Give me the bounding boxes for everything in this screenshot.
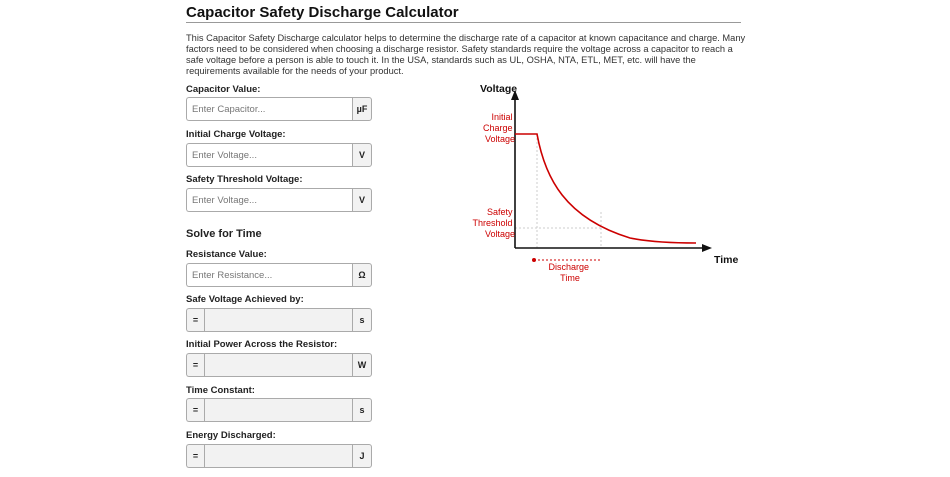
- capacitor-field: [186, 97, 372, 121]
- initial-power-unit: W: [352, 353, 372, 377]
- initial-power-field: [186, 353, 372, 377]
- time-constant-field: [186, 398, 372, 422]
- energy-output[interactable]: [204, 444, 352, 468]
- equals-sign: =: [186, 308, 204, 332]
- threshold-label-line: Voltage: [484, 229, 515, 239]
- time-constant-unit: s: [352, 398, 372, 422]
- threshold-voltage-field: [186, 188, 372, 212]
- equals-sign: =: [186, 353, 204, 377]
- resistance-field: [186, 263, 372, 287]
- y-axis-label: Voltage: [480, 83, 518, 95]
- energy-unit: J: [352, 444, 372, 468]
- initial-voltage-unit: V: [352, 143, 372, 167]
- initial-power-output[interactable]: [204, 353, 352, 377]
- description-text: This Capacitor Safety Discharge calculator helps to determine the discharge rate of a capacitor at known capacitance and charge. Many factors need to be considered when choosing a discharge resistor. Safety standards require the voltage across a capacitor to reach a safe voltage before a person is able to touch it. In the USA, standards such as UL, OSHA, NTA, ETL, MET, etc. will have the requirements available for the needs of your product.: [186, 33, 746, 76]
- safe-time-label: Safe Voltage Achieved by:: [186, 294, 304, 305]
- capacitor-input[interactable]: [186, 97, 352, 121]
- solve-section-title: Solve for Time: [186, 228, 262, 240]
- initial-voltage-diagram-label: [483, 112, 515, 144]
- initial-label-line: Charge: [482, 123, 513, 133]
- capacitor-unit: µF: [352, 97, 372, 121]
- energy-label: Energy Discharged:: [186, 430, 276, 441]
- equals-sign: =: [186, 444, 204, 468]
- discharge-diagram: [460, 78, 760, 293]
- threshold-voltage-unit: V: [352, 188, 372, 212]
- resistance-input[interactable]: [186, 263, 352, 287]
- safe-time-unit: s: [352, 308, 372, 332]
- equals-sign: =: [186, 398, 204, 422]
- threshold-label-line: Safety: [486, 207, 513, 217]
- discharge-time-label: [548, 262, 591, 283]
- initial-label-line: Initial: [491, 112, 513, 122]
- threshold-voltage-label: Safety Threshold Voltage:: [186, 174, 303, 185]
- threshold-label-line: Threshold: [472, 218, 513, 228]
- threshold-voltage-diagram-label: [472, 207, 515, 239]
- x-axis-arrow: [702, 244, 712, 252]
- bracket-dot: [532, 258, 536, 262]
- resistance-label: Resistance Value:: [186, 249, 267, 260]
- initial-voltage-input[interactable]: [186, 143, 352, 167]
- threshold-voltage-input[interactable]: [186, 188, 352, 212]
- x-axis-label: Time: [714, 254, 739, 266]
- discharge-label-line: Discharge: [548, 262, 590, 272]
- energy-field: [186, 444, 372, 468]
- page-title: Capacitor Safety Discharge Calculator: [186, 4, 459, 21]
- initial-voltage-field: [186, 143, 372, 167]
- safe-time-field: [186, 308, 372, 332]
- initial-power-label: Initial Power Across the Resistor:: [186, 339, 338, 350]
- initial-label-line: Voltage: [484, 134, 515, 144]
- resistance-unit: Ω: [352, 263, 372, 287]
- capacitor-label: Capacitor Value:: [186, 84, 261, 95]
- discharge-label-line: Time: [560, 273, 580, 283]
- time-constant-output[interactable]: [204, 398, 352, 422]
- time-constant-label: Time Constant:: [186, 385, 255, 396]
- title-divider: [186, 22, 741, 23]
- discharge-curve: [515, 134, 696, 243]
- initial-voltage-label: Initial Charge Voltage:: [186, 129, 286, 140]
- safe-time-output[interactable]: [204, 308, 352, 332]
